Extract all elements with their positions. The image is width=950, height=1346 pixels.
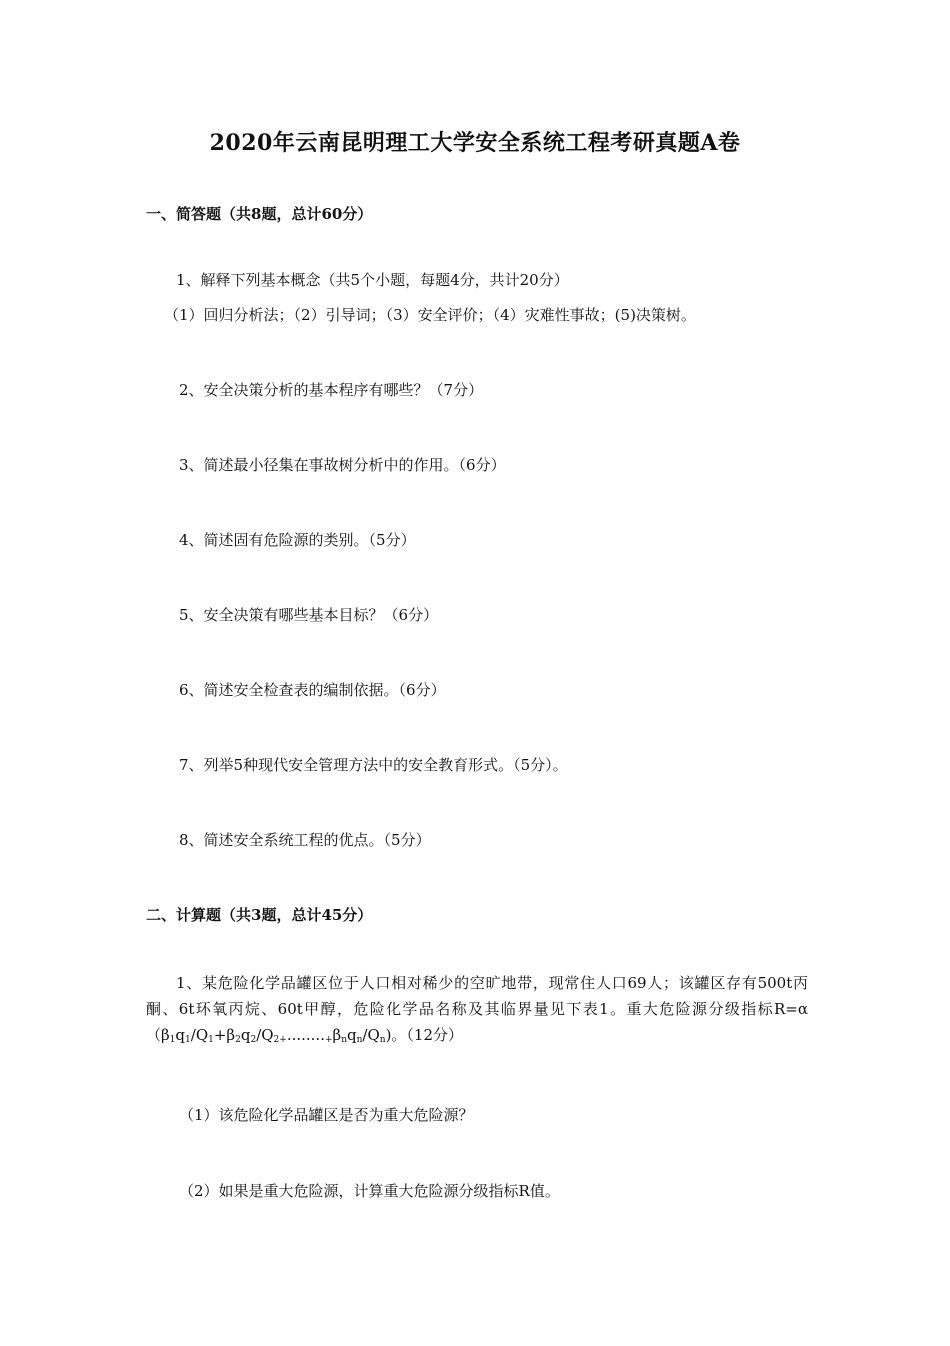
question-3: 3、简述最小径集在事故树分析中的作用。（6分） <box>179 456 506 474</box>
sub-question-2: （2）如果是重大危险源，计算重大危险源分级指标R值。 <box>179 1182 560 1200</box>
calc-question-1-text: 1、某危险化学品罐区位于人口相对稀少的空旷地带，现常住人口69人；该罐区存有500t丙酮、6t环氧丙烷、60t甲醇，危险化学品名称及其临界量见下表1。重大危险源分级指标 <box>146 974 808 1018</box>
section1-heading: 一、简答题（共8题，总计60分） <box>146 205 373 223</box>
question-7: 7、列举5种现代安全管理方法中的安全教育形式。（5分）。 <box>179 756 568 774</box>
question-6: 6、简述安全检查表的编制依据。（6分） <box>179 681 446 699</box>
calc-question-1 <box>146 970 808 1053</box>
question-8: 8、简述安全系统工程的优点。（5分） <box>179 831 431 849</box>
risk-index-formula: $R=\alpha(\beta_1q_1/Q_1+\beta_2q_2/Q_{2+}........_+\beta_nq_n/Q_n)$。（12分） <box>146 1000 808 1045</box>
question-2: 2、安全决策分析的基本程序有哪些？（7分） <box>179 381 484 399</box>
question-1: 1、解释下列基本概念（共5个小题，每题4分，共计20分） <box>176 271 569 289</box>
sub-question-1: （1）该危险化学品罐区是否为重大危险源？ <box>179 1106 474 1124</box>
question-5: 5、安全决策有哪些基本目标？（6分） <box>179 606 439 624</box>
question-4: 4、简述固有危险源的类别。（5分） <box>179 531 416 549</box>
document-title: 2020年云南昆明理工大学安全系统工程考研真题A卷 <box>209 130 741 156</box>
question-1-items: （1）回归分析法；（2）引导词；（3）安全评价；（4）灾难性事故；(5)决策树。 <box>164 306 696 324</box>
section2-heading: 二、计算题（共3题，总计45分） <box>146 906 373 924</box>
